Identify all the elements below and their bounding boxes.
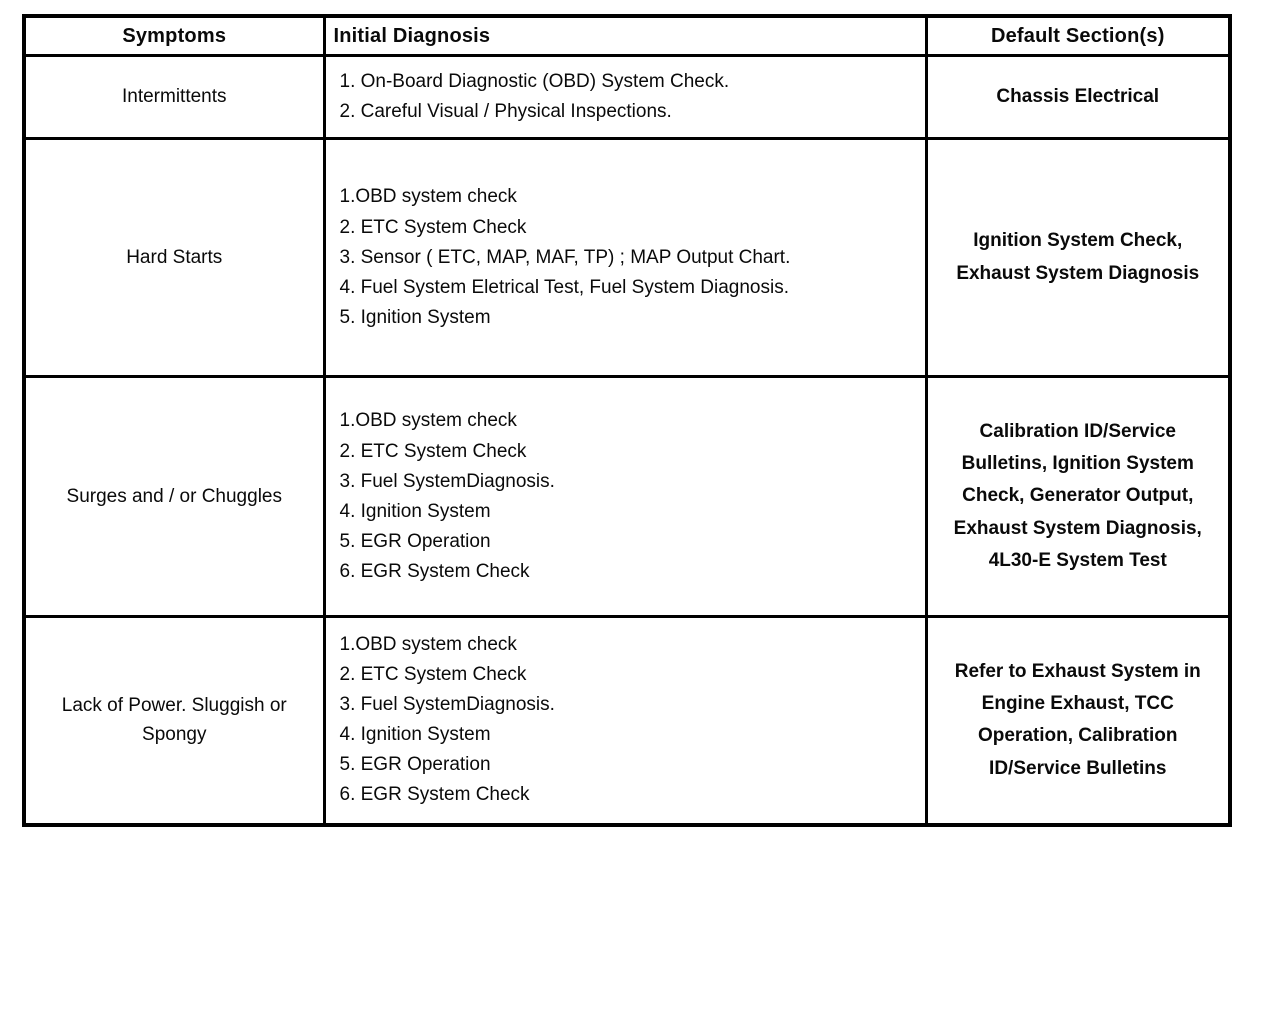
- diagnosis-line: 3. Fuel SystemDiagnosis.: [339, 470, 555, 492]
- symptom-cell: Lack of Power. Sluggish or Spongy: [24, 617, 324, 825]
- column-header-symptoms: Symptoms: [24, 16, 324, 56]
- diagnosis-line: 2. ETC System Check: [339, 440, 527, 462]
- diagnosis-line: 4. Ignition System: [339, 500, 491, 522]
- diagnosis-line: 4. Ignition System: [339, 724, 491, 746]
- symptom-cell: Surges and / or Chuggles: [24, 377, 324, 617]
- default-sections-cell: Refer to Exhaust System in Engine Exhaust, TCC Operation, Calibration ID/Service Bulletins: [926, 617, 1230, 825]
- diagnosis-line: 5. Ignition System: [339, 306, 491, 328]
- table-row: [24, 617, 1230, 825]
- table-row: [24, 377, 1230, 617]
- diagnosis-line: 1.OBD system check: [339, 634, 517, 656]
- column-header-initial-diagnosis: Initial Diagnosis: [324, 16, 926, 56]
- diagnosis-line: 2. Careful Visual / Physical Inspections.: [339, 101, 672, 123]
- default-sections-cell: Calibration ID/Service Bulletins, Ignition System Check, Generator Output, Exhaust System Diagnosis, 4L30-E System Test: [926, 377, 1230, 617]
- diagnosis-line: 2. ETC System Check: [339, 216, 527, 238]
- default-sections-cell: Ignition System Check, Exhaust System Diagnosis: [926, 139, 1230, 377]
- diagnosis-line: 5. EGR Operation: [339, 530, 491, 552]
- diagnosis-cell: [324, 56, 926, 139]
- column-header-default-sections: Default Section(s): [926, 16, 1230, 56]
- table-row: [24, 56, 1230, 139]
- diagnosis-cell: [324, 617, 926, 825]
- diagnosis-line: 2. ETC System Check: [339, 664, 527, 686]
- diagnosis-line: 1.OBD system check: [339, 410, 517, 432]
- table-row: [24, 139, 1230, 377]
- diagnosis-cell: [324, 377, 926, 617]
- table-header-row: [24, 16, 1230, 56]
- symptom-cell: Hard Starts: [24, 139, 324, 377]
- diagnosis-line: 4. Fuel System Eletrical Test, Fuel System Diagnosis.: [339, 276, 789, 298]
- diagnostic-symptoms-table: [22, 14, 1232, 827]
- diagnosis-line: 6. EGR System Check: [339, 560, 530, 582]
- diagnosis-line: 3. Sensor ( ETC, MAP, MAF, TP) ; MAP Output Chart.: [339, 246, 791, 268]
- diagnosis-line: 1.OBD system check: [339, 186, 517, 208]
- default-sections-cell: Chassis Electrical: [926, 56, 1230, 139]
- diagnosis-line: 3. Fuel SystemDiagnosis.: [339, 694, 555, 716]
- diagnosis-line: 1. On-Board Diagnostic (OBD) System Check.: [339, 71, 730, 92]
- symptom-cell: Intermittents: [24, 56, 324, 139]
- diagnosis-line: 5. EGR Operation: [339, 754, 491, 776]
- diagnosis-line: 6. EGR System Check: [339, 784, 530, 806]
- diagnosis-cell: [324, 139, 926, 377]
